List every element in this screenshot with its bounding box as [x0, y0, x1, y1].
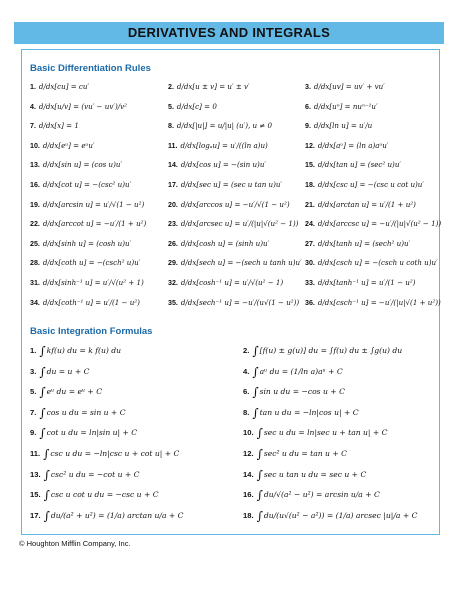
derivative-rule — [168, 278, 283, 287]
rule-expression: d/dx[sinh u] = (cosh u)u′ — [42, 238, 132, 248]
rule-number: 8. — [243, 407, 250, 417]
derivative-rule — [305, 298, 441, 307]
integral-formula — [30, 365, 89, 379]
rule-number: 30. — [305, 259, 315, 268]
integral-formula — [243, 447, 347, 461]
rule-number: 29. — [168, 259, 178, 268]
integral-formula — [243, 426, 387, 440]
rule-number: 10. — [30, 141, 40, 150]
rule-number: 25. — [30, 239, 40, 248]
rule-expression: d/dx[x] = 1 — [38, 121, 79, 131]
integral-sign-icon: ∫ — [256, 467, 263, 482]
rule-number: 36. — [305, 298, 315, 307]
derivative-rule — [305, 258, 438, 267]
derivative-rule — [168, 239, 269, 248]
rule-expression: d/dx[sinh⁻¹ u] = u′/√(u² + 1) — [42, 278, 144, 287]
rule-number: 8. — [168, 122, 174, 131]
rule-expression: cot u du = ln|sin u| + C — [46, 428, 138, 438]
derivative-rule — [168, 160, 266, 169]
integral-sign-icon: ∫ — [252, 364, 259, 379]
rule-expression: tan u du = −ln|cos u| + C — [259, 407, 359, 417]
rule-number: 23. — [168, 220, 178, 229]
rule-number: 26. — [168, 239, 178, 248]
derivative-rule — [30, 180, 131, 189]
integral-sign-icon: ∫ — [39, 426, 46, 441]
rule-expression: kf(u) du = k f(u) du — [46, 346, 122, 355]
rule-number: 27. — [305, 239, 315, 248]
rule-expression: d/dx[csc u] = −(csc u cot u)u′ — [317, 180, 424, 189]
rule-expression: d/dx[csch⁻¹ u] = −u′/(|u|√(1 + u²)) — [317, 297, 441, 307]
rule-expression: du = u + C — [46, 366, 90, 376]
derivative-rule — [168, 258, 302, 267]
rule-number: 33. — [305, 279, 315, 287]
rule-expression: d/dx[arcsec u] = u′/(|u|√(u² − 1)) — [180, 219, 299, 229]
derivative-rule — [305, 180, 424, 189]
derivative-rule — [30, 200, 144, 209]
integral-sign-icon: ∫ — [43, 467, 50, 482]
rule-expression: d/dx[uv] = uv′ + vu′ — [313, 82, 385, 91]
integral-sign-icon: ∫ — [252, 405, 259, 420]
rule-expression: d/dx[eᵘ] = eᵘu′ — [42, 140, 95, 150]
rule-expression: d/dx[tan u] = (sec² u)u′ — [317, 160, 402, 170]
rule-expression: d/dx[c] = 0 — [176, 101, 217, 111]
rule-expression: d/dx[u ± v] = u′ ± v′ — [176, 82, 250, 91]
derivative-rule — [30, 258, 140, 267]
rule-expression: d/dx[|u|] = u/|u| (u′), u ≠ 0 — [176, 121, 273, 131]
integral-formula — [30, 468, 139, 482]
page-title: DERIVATIVES AND INTEGRALS — [14, 22, 444, 44]
derivative-rule — [168, 200, 290, 209]
rule-expression: csc u du = −ln|csc u + cot u| + C — [50, 449, 180, 458]
derivative-rule — [168, 180, 282, 189]
integral-sign-icon: ∫ — [252, 344, 259, 358]
rule-number: 19. — [30, 200, 40, 209]
rule-expression: d/dx[coth⁻¹ u] = u′/(1 − u²) — [42, 297, 140, 307]
rule-expression: d/dx[cu] = cu′ — [38, 82, 90, 91]
rule-expression: cos u du = sin u + C — [46, 407, 126, 417]
rule-number: 15. — [305, 161, 315, 170]
derivative-rule — [30, 160, 122, 169]
integral-sign-icon: ∫ — [39, 344, 46, 358]
rule-expression: du/(a² + u²) = (1/a) arctan u/a + C — [50, 510, 184, 520]
differentiation-heading: Basic Differentiation Rules — [30, 63, 151, 74]
derivative-rule — [305, 219, 441, 228]
rule-expression: sec² u du = tan u + C — [263, 449, 347, 458]
derivative-rule — [168, 141, 268, 150]
derivative-rule — [305, 121, 372, 130]
rule-number: 17. — [30, 510, 41, 520]
integral-sign-icon: ∫ — [43, 447, 50, 461]
integral-sign-icon: ∫ — [39, 364, 46, 379]
rule-expression: csc u cot u du = −csc u + C — [50, 490, 159, 500]
rule-expression: d/dx[u/v] = (vu′ − uv′)/v² — [38, 101, 127, 111]
rule-expression: d/dx[aᵘ] = (ln a)aᵘu′ — [317, 140, 389, 150]
rule-expression: d/dx[uⁿ] = nuⁿ⁻¹u′ — [313, 101, 378, 111]
rule-expression: eᵘ du = eᵘ + C — [46, 387, 103, 397]
rule-number: 1. — [30, 83, 36, 91]
rule-number: 10. — [243, 428, 254, 438]
copyright-notice: © Houghton Mifflin Company, Inc. — [19, 539, 131, 548]
rule-expression: d/dx[cos u] = −(sin u)u′ — [180, 160, 267, 170]
derivative-rule — [168, 82, 250, 91]
integral-formula — [30, 509, 183, 523]
integral-formula — [243, 344, 402, 358]
rule-expression: d/dx[ln u] = u′/u — [313, 121, 373, 131]
rule-number: 6. — [243, 387, 250, 397]
derivative-rule — [305, 200, 416, 209]
rule-number: 28. — [30, 259, 40, 268]
integral-formula — [30, 488, 159, 502]
rule-number: 24. — [305, 220, 315, 229]
rule-number: 5. — [168, 102, 174, 111]
rule-number: 6. — [305, 102, 311, 111]
rule-number: 20. — [168, 200, 178, 209]
rule-number: 31. — [30, 279, 40, 287]
derivative-rule — [305, 278, 415, 287]
derivative-rule — [30, 121, 79, 130]
rule-expression: d/dx[sin u] = (cos u)u′ — [42, 160, 123, 170]
rule-number: 14. — [168, 161, 178, 170]
rule-expression: d/dx[coth u] = −(csch² u)u′ — [42, 258, 141, 268]
integral-formula — [30, 406, 126, 420]
derivative-rule — [305, 160, 401, 169]
rule-expression: du/√(a² − u²) = arcsin u/a + C — [263, 490, 380, 500]
derivative-rule — [305, 141, 389, 150]
rule-number: 4. — [30, 102, 36, 111]
integral-formula — [243, 385, 345, 399]
integral-formula — [243, 468, 366, 482]
rule-expression: sec u tan u du = sec u + C — [263, 469, 367, 479]
rule-number: 3. — [30, 366, 37, 376]
rule-number: 18. — [305, 181, 315, 189]
rule-expression: sin u du = −cos u + C — [259, 387, 345, 397]
integral-sign-icon: ∫ — [43, 488, 50, 503]
rule-expression: d/dx[tanh⁻¹ u] = u′/(1 − u²) — [317, 278, 416, 287]
rule-number: 32. — [168, 279, 178, 287]
rule-number: 13. — [30, 469, 41, 479]
integral-sign-icon: ∫ — [256, 426, 263, 441]
rule-number: 14. — [243, 469, 254, 479]
rule-number: 21. — [305, 200, 315, 209]
rule-number: 11. — [168, 141, 178, 150]
integral-sign-icon: ∫ — [39, 405, 46, 420]
integral-formula — [30, 385, 102, 399]
derivative-rule — [30, 141, 95, 150]
derivative-rule — [168, 298, 299, 307]
rule-number: 1. — [30, 346, 37, 355]
rule-expression: d/dx[arccos u] = −u′/√(1 − u²) — [180, 199, 290, 209]
rule-number: 13. — [30, 161, 40, 170]
rule-expression: csc² u du = −cot u + C — [50, 469, 140, 479]
derivative-rule — [305, 239, 410, 248]
rule-expression: d/dx[tanh u] = (sech² u)u′ — [317, 238, 411, 248]
integral-sign-icon: ∫ — [256, 488, 263, 503]
rule-expression: d/dx[arctan u] = u′/(1 + u²) — [317, 199, 416, 209]
rule-number: 7. — [30, 122, 36, 131]
integral-sign-icon: ∫ — [252, 385, 259, 400]
rule-expression: aᵘ du = (1/ln a)aᵘ + C — [259, 366, 343, 376]
derivative-rule — [30, 82, 89, 91]
rule-number: 2. — [243, 346, 250, 355]
rule-number: 9. — [305, 122, 311, 131]
rule-number: 17. — [168, 181, 178, 189]
derivative-rule — [30, 239, 131, 248]
rule-number: 12. — [243, 449, 254, 458]
rule-expression: d/dx[sech u] = −(sech u tanh u)u′ — [180, 258, 302, 268]
integral-formula — [243, 488, 380, 502]
rule-expression: du/(u√(u² − a²)) = (1/a) arcsec |u|/a + C — [263, 510, 418, 520]
derivative-rule — [168, 219, 298, 228]
rule-expression: d/dx[arcsin u] = u′/√(1 − u²) — [42, 199, 145, 209]
derivative-rule — [30, 298, 140, 307]
integration-heading: Basic Integration Formulas — [30, 326, 153, 337]
rule-expression: [f(u) ± g(u)] du = ∫f(u) du ± ∫g(u) du — [259, 346, 403, 355]
derivative-rule — [168, 121, 272, 130]
rule-expression: d/dx[csch u] = −(csch u coth u)u′ — [317, 258, 438, 268]
integral-formula — [30, 447, 179, 461]
integral-formula — [243, 406, 359, 420]
rule-expression: d/dx[logₐu] = u′/((ln a)u) — [180, 140, 268, 150]
rule-expression: d/dx[cosh⁻¹ u] = u′/√(u² − 1) — [180, 278, 284, 287]
integral-sign-icon: ∫ — [39, 385, 46, 400]
rule-number: 4. — [243, 366, 250, 376]
rule-number: 11. — [30, 449, 41, 458]
rule-number: 3. — [305, 83, 311, 91]
rule-expression: d/dx[sec u] = (sec u tan u)u′ — [180, 180, 283, 189]
rule-expression: d/dx[arccsc u] = −u′/(|u|√(u² − 1)) — [317, 219, 442, 229]
derivative-rule — [168, 102, 217, 111]
rule-expression: d/dx[cot u] = −(csc² u)u′ — [42, 180, 132, 189]
rule-number: 5. — [30, 387, 37, 397]
integral-formula — [30, 426, 137, 440]
rule-number: 34. — [30, 298, 40, 307]
rule-expression: sec u du = ln|sec u + tan u| + C — [263, 428, 388, 438]
rule-expression: d/dx[sech⁻¹ u] = −u′/(u√(1 − u²)) — [180, 297, 300, 307]
rule-number: 22. — [30, 220, 40, 229]
derivative-rule — [305, 102, 378, 111]
rule-number: 12. — [305, 141, 315, 150]
derivative-rule — [30, 219, 146, 228]
rule-number: 15. — [30, 490, 41, 500]
rule-number: 2. — [168, 83, 174, 91]
integral-formula — [243, 365, 343, 379]
derivative-rule — [305, 82, 385, 91]
integral-sign-icon: ∫ — [256, 447, 263, 461]
rule-number: 7. — [30, 407, 37, 417]
derivative-rule — [30, 102, 127, 111]
rule-number: 35. — [168, 298, 178, 307]
rule-number: 18. — [243, 510, 254, 520]
integral-sign-icon: ∫ — [43, 508, 50, 523]
derivative-rule — [30, 278, 144, 287]
rule-number: 16. — [30, 181, 40, 189]
integral-formula — [243, 509, 417, 523]
integral-sign-icon: ∫ — [256, 508, 263, 523]
rule-expression: d/dx[arccot u] = −u′/(1 + u²) — [42, 219, 147, 229]
rule-number: 9. — [30, 428, 37, 438]
integral-formula — [30, 344, 121, 358]
rule-number: 16. — [243, 490, 254, 500]
rule-expression: d/dx[cosh u] = (sinh u)u′ — [180, 238, 270, 248]
